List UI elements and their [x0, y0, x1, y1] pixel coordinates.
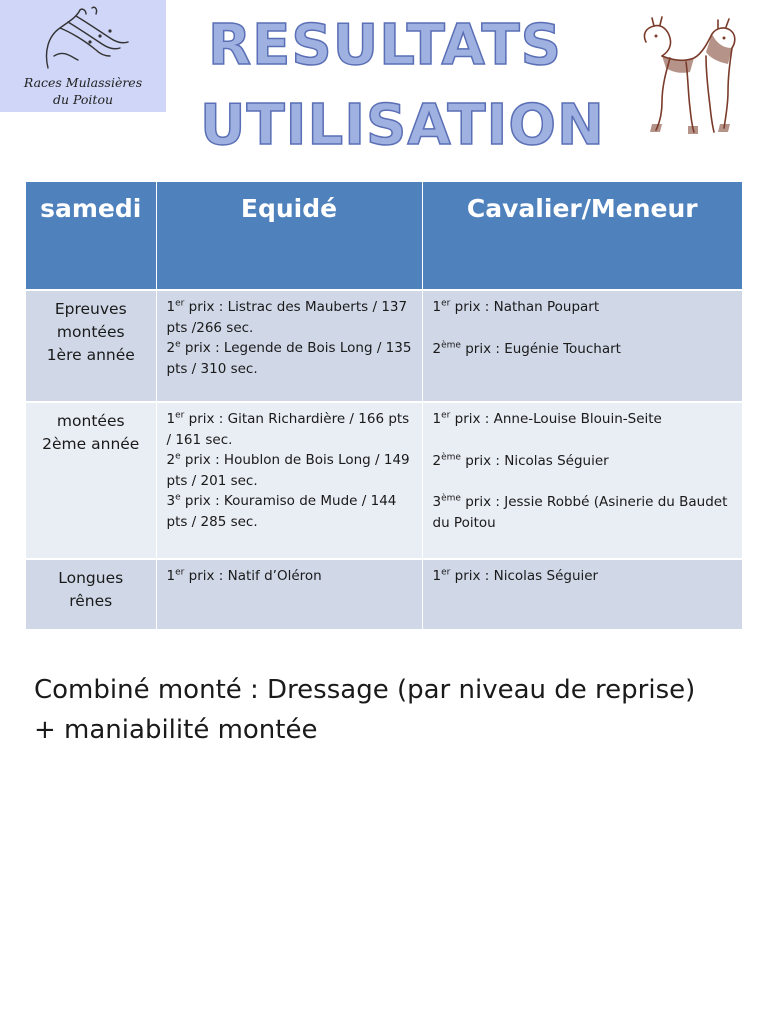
category-cell: [26, 402, 156, 559]
results-table: [26, 182, 742, 629]
header-samedi: samedi: [26, 182, 156, 290]
logo-line-2: du Poitou: [52, 92, 114, 107]
cavalier-cell: [422, 402, 742, 559]
logo-box: [0, 0, 166, 112]
logo-line-1: Races Mulassières: [23, 75, 143, 90]
header-equide: Equidé: [156, 182, 422, 290]
prize-entry: 1er prix : Nicolas Séguier: [432, 567, 599, 584]
equide-cell: [156, 290, 422, 402]
table-header-row: [26, 182, 742, 290]
cavalier-cell: [422, 559, 742, 629]
table-row: [26, 402, 742, 559]
equide-cell: [156, 559, 422, 629]
prize-entry: 3ème prix : Jessie Robbé (Asinerie du Baudet du Poitou: [432, 493, 728, 531]
prize-entry: 2e prix : Houblon de Bois Long / 149 pts / 201 sec.: [166, 451, 410, 489]
prize-entry: 3e prix : Kouramiso de Mude / 144 pts / 285 sec.: [166, 492, 397, 530]
category-line: rênes: [69, 592, 113, 610]
prize-entry: 1er prix : Natif d’Oléron: [166, 567, 322, 584]
prize-entry: 1er prix : Listrac des Mauberts / 137 pts /266 sec.: [166, 298, 408, 336]
prize-entry: 2e prix : Legende de Bois Long / 135 pts / 310 sec.: [166, 339, 412, 377]
footer-note: Combiné monté : Dressage (par niveau de reprise) + maniabilité montée: [34, 675, 696, 745]
category-line: 2ème année: [42, 435, 140, 453]
page-title-line-2: UTILISATION: [200, 93, 605, 158]
table-row: [26, 559, 742, 629]
header-cavalier-meneur: Cavalier/Meneur: [422, 182, 742, 290]
page-title-line-1: RESULTATS: [208, 13, 562, 78]
category-line: montées: [56, 323, 125, 341]
mule-heads-logo-icon: [30, 6, 136, 74]
horse-team-illustration-icon: [632, 12, 752, 136]
category-line: montées: [56, 412, 125, 430]
category-cell: [26, 559, 156, 629]
prize-entry: 1er prix : Anne-Louise Blouin-Seite: [432, 410, 662, 427]
prize-entry: 1er prix : Gitan Richardière / 166 pts / 161 sec.: [166, 410, 410, 448]
category-line: Longues: [58, 569, 124, 587]
table-row: [26, 290, 742, 402]
prize-entry: 1er prix : Nathan Poupart: [432, 298, 600, 315]
equide-cell: [156, 402, 422, 559]
cavalier-cell: [422, 290, 742, 402]
prize-entry: 2ème prix : Nicolas Séguier: [432, 452, 609, 469]
category-line: Epreuves: [54, 300, 127, 318]
category-line: 1ère année: [46, 346, 135, 364]
category-cell: [26, 290, 156, 402]
prize-entry: 2ème prix : Eugénie Touchart: [432, 340, 621, 357]
